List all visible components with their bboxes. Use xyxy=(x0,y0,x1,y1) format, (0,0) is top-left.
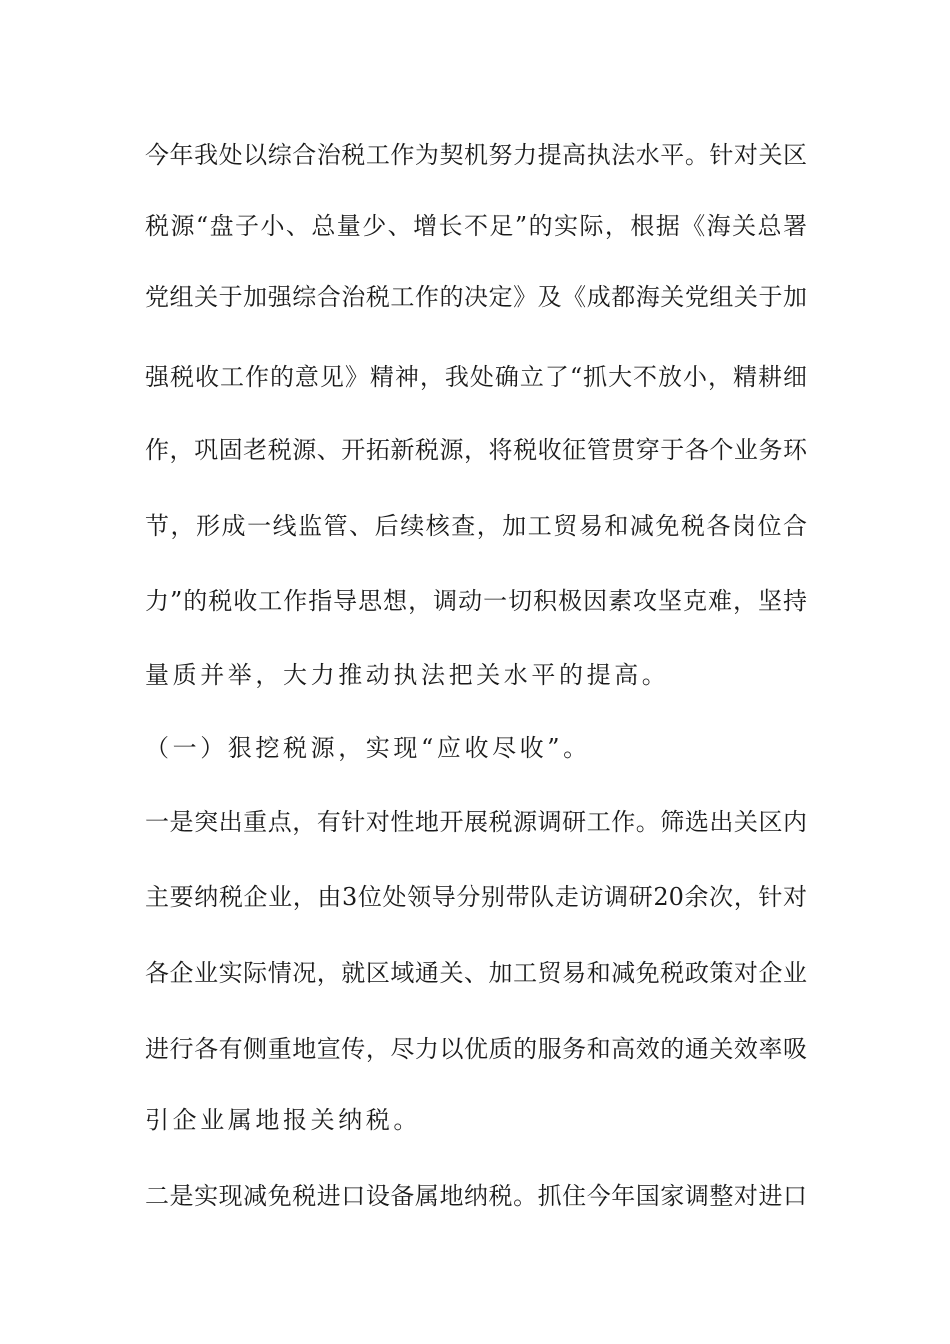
paragraph-line-15: 二是实现减免税进口设备属地纳税。抓住今年国家调整对进口 xyxy=(145,1182,807,1210)
paragraph-line-5: 作，巩固老税源、开拓新税源，将税收征管贯穿于各个业务环 xyxy=(145,436,807,464)
paragraph-line-3: 党组关于加强综合治税工作的决定》及《成都海关党组关于加 xyxy=(145,283,807,311)
paragraph-line-7: 力”的税收工作指导思想，调动一切积极因素攻坚克难，坚持 xyxy=(145,587,807,615)
paragraph-line-6: 节，形成一线监管、后续核查，加工贸易和减免税各岗位合 xyxy=(145,512,807,540)
paragraph-line-4: 强税收工作的意见》精神，我处确立了“抓大不放小，精耕细 xyxy=(145,363,807,391)
paragraph-line-14: 引企业属地报关纳税。 xyxy=(145,1106,421,1134)
paragraph-line-11: 主要纳税企业，由3位处领导分别带队走访调研20余次，针对 xyxy=(145,883,807,911)
paragraph-line-13: 进行各有侧重地宣传，尽力以优质的服务和高效的通关效率吸 xyxy=(145,1035,807,1063)
paragraph-line-1: 今年我处以综合治税工作为契机努力提高执法水平。针对关区 xyxy=(145,141,807,169)
paragraph-line-12: 各企业实际情况，就区域通关、加工贸易和减免税政策对企业 xyxy=(145,959,807,987)
paragraph-line-2: 税源“盘子小、总量少、增长不足”的实际，根据《海关总署 xyxy=(145,212,807,240)
section-heading: （一）狠挖税源，实现“应收尽收”。 xyxy=(145,734,591,762)
paragraph-line-8: 量质并举，大力推动执法把关水平的提高。 xyxy=(145,661,670,689)
paragraph-line-10: 一是突出重点，有针对性地开展税源调研工作。筛选出关区内 xyxy=(145,808,807,836)
